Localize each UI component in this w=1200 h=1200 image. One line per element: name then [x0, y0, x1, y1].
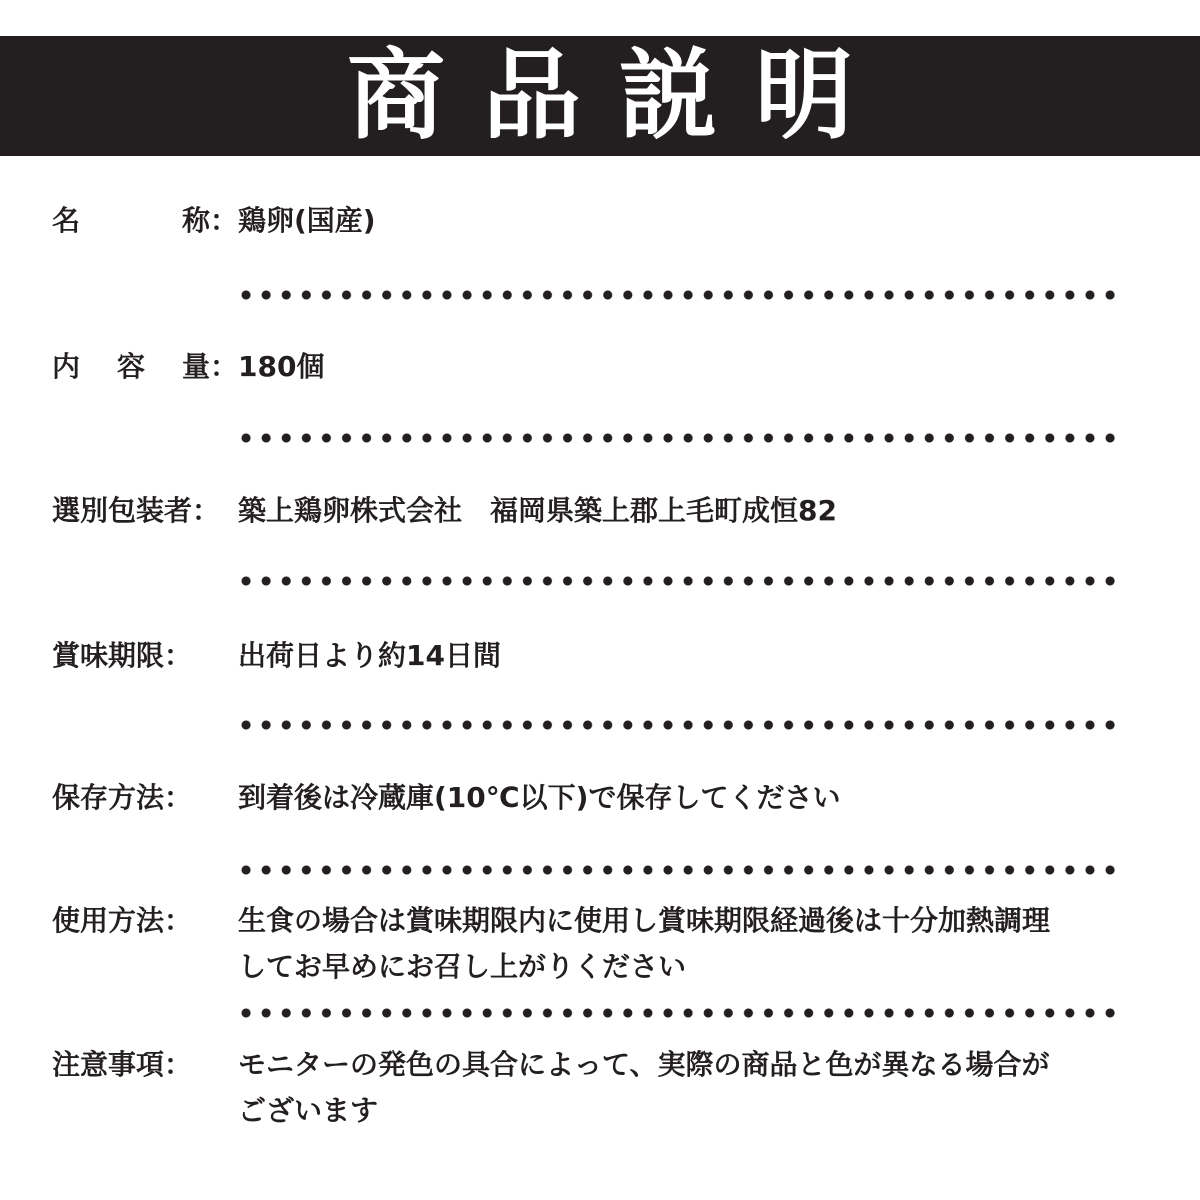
spec-label-name: [52, 204, 238, 238]
spec-label-storage: 保存方法：: [52, 781, 193, 814]
spec-value-storage: 到着後は冷蔵庫(10℃以下)で保存してください: [238, 781, 841, 814]
spec-value-best-before: 出荷日より約14日間: [238, 639, 501, 672]
header-band: [0, 36, 1200, 156]
page-title: 商品説明: [346, 39, 891, 153]
dotted-divider: [236, 576, 1120, 586]
spec-label-usage: 使用方法：: [52, 904, 193, 937]
spec-label-char: 内: [52, 350, 81, 383]
spec-label-quantity: [52, 350, 238, 384]
dotted-divider: [236, 433, 1120, 443]
spec-value-usage: 生食の場合は賞味期限内に使用し賞味期限経過後は十分加熱調理 してお早めにお召し上がりください: [238, 904, 1051, 983]
dotted-divider: [236, 1008, 1120, 1018]
dotted-divider: [236, 290, 1120, 300]
spec-label-char: 量：: [181, 350, 238, 383]
spec-label-char: 容: [116, 350, 145, 383]
spec-value-packer: 築上鶏卵株式会社 福岡県築上郡上毛町成恒82: [238, 494, 837, 527]
spec-label-notice: 注意事項：: [52, 1048, 193, 1081]
dotted-divider: [236, 865, 1120, 875]
dotted-divider: [236, 720, 1120, 730]
spec-label-char: 名: [52, 204, 81, 237]
spec-value-quantity: 180個: [238, 350, 325, 383]
spec-value-name: 鶏卵(国産): [238, 204, 376, 237]
spec-label-best-before: 賞味期限：: [52, 639, 193, 672]
spec-label-packer: 選別包装者：: [52, 494, 221, 527]
spec-label-char: 称：: [181, 204, 238, 237]
spec-value-notice: モニターの発色の具合によって、実際の商品と色が異なる場合が ございます: [238, 1048, 1050, 1127]
